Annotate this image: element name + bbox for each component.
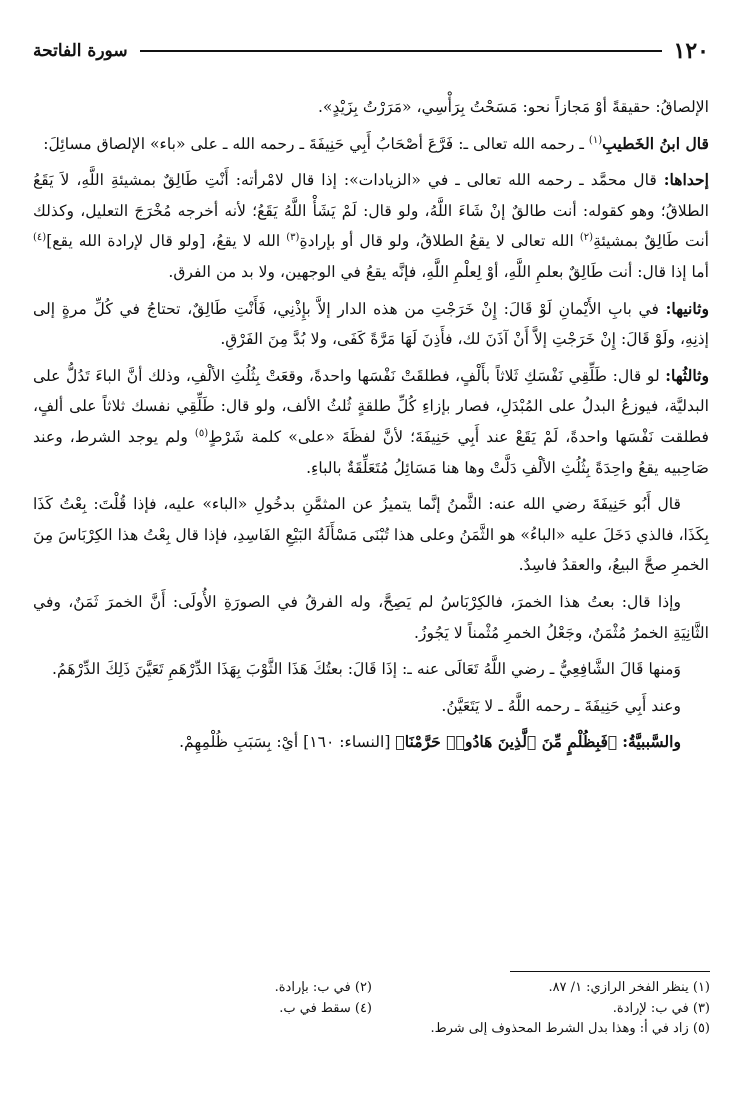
paragraph xyxy=(33,165,709,287)
footnote-ref: (٢) xyxy=(579,232,594,244)
paragraph xyxy=(33,92,709,123)
paragraph-head: والسَّببيَّةُ: xyxy=(622,732,681,752)
main-text xyxy=(33,92,709,764)
paragraph-text: قال أَبُو حَنِيفَةَ رضي الله عنه: الثَّمنُ إنَّما يتميزُ عن المثمَّنِ بدخُولِ «الباء» عليه، فإذا قُلْتَ: بِعْتُ كَذَا بِكَذَا، فالذي دَخَلَ عليه «الباءُ» هو الثَّمَنُ وعلى هذا تُبْنَى مَسْأَلَةُ البَيْعِ الفَاسِدِ، فإذا قال بِعْتُ هذا الكِرْبَاسَ مِنَ الخمرِ صحَّ البيعُ، والعقدُ فاسِدٌ. xyxy=(33,495,709,575)
footnote-ref: (٣) xyxy=(286,232,300,244)
paragraph xyxy=(33,654,709,685)
header-rule xyxy=(140,50,662,52)
paragraph-text: قال محمَّد ـ رحمه الله تعالى ـ في «الزيادات»: إذا قال لامْرأته: أَنْتِ طَالِقٌ بمشيئةِ اللَّهِ، لاَ يَقَعُ الطلاقُ؛ وهو كقوله: أنت طالقٌ إنْ شَاءَ اللَّهُ، ولو قال: لَمْ يَشَأْ اللَّهُ يَقَعُ؛ لأنه أخرجه مُخْرَجَ التعليل، وكذلك أنت طَالِقٌ بمشيئةِ xyxy=(33,171,710,251)
paragraph-text: وعند أَبِي حَنِيفَةَ ـ رحمه اللَّهُ ـ لا يَتَعَيَّنُ. xyxy=(441,696,681,715)
footnote-row xyxy=(34,978,710,999)
paragraph-text: الله لا يقعُ، [ولو قال لإرادة الله يقع] xyxy=(46,232,287,251)
paragraph-text: الله تعالى لا يقعُ الطلاقُ، ولو قال أو بإرادةِ xyxy=(299,232,580,251)
quran-verse: ﴿فَبِظُلْمٍ مِّنَ ٱلَّذِينَ هَادُوا۟ حَرَّمْنَا﴾ xyxy=(395,732,618,752)
paragraph-text: ـ رحمه الله تعالى ـ: فَرَّعَ أصْحَابُ أَبِي حَنِيفَةَ ـ رحمه الله ـ على «باء» الإلصاق مسائِلَ: xyxy=(43,134,589,153)
footnote-ref: (١) xyxy=(588,134,603,146)
paragraph-text: لو قال: طَلِّقِي نَفْسَكِ ثَلاثاً بأَلْفٍ، فطلقَتْ نَفْسَها واحدةً، وقعَتْ بِثُلُثِ الألْفِ، وذلك أنَّ الباءَ تَدُلُّ على البدليَّة، فيوزعُ البدلُ على المُبْدَلِ، فصار بإزاءِ كُلِّ طلقةٍ ثُلثُ الألف، ولو قال: طَلِّقِي نفسك ثلاثاً على ألفٍ، فطلقت نَفْسَها واحدةً، لَمْ يَقَعْ عند أَبِي حَنِيفَةَ؛ لأنَّ لفظَةَ «على» كلمة شَرْطٍ xyxy=(33,366,709,446)
footnotes xyxy=(34,978,710,1040)
footnote: (٢) في ب: بإرادة. xyxy=(274,980,372,995)
paragraph xyxy=(33,489,709,581)
footnote-ref: (٥) xyxy=(194,427,209,439)
surah-title: سورة الفاتحة xyxy=(33,41,128,61)
paragraph-text: ولم يوجد الشرط، وعند صَاحِبيه يقعُ واحِدَةً بِثُلُثِ الألْفِ دَلَّتْ وها هنا مَسَائِلُ مُتَعَلِّقَةٌ بالباءِ. xyxy=(33,427,709,477)
footnote: (٤) سقط في ب. xyxy=(279,1000,372,1016)
paragraph-text: الإلصاقُ: حقيقةً أوْ مَجازاً نحو: مَسَحْتُ بِرَأْسِي، «مَرَرْتُ بِزَيْدٍ». xyxy=(317,98,709,116)
paragraph xyxy=(33,691,709,722)
paragraph-head: قال ابنُ الخَطيبِ xyxy=(602,133,709,153)
footnote: (٥) زاد في أ: وهذا بدل الشرط المحذوف إلى شرط. xyxy=(430,1021,710,1037)
footnote xyxy=(34,1019,372,1040)
paragraph-text: [النساء: ١٦٠] أيْ: بِسَبَبِ ظُلْمِهِمْ. xyxy=(179,733,396,752)
page-number: ١٢٠ xyxy=(673,38,709,64)
footnote-ref: (٤) xyxy=(33,232,47,244)
page-header xyxy=(33,36,709,66)
footnote-row xyxy=(34,1019,710,1040)
paragraph-text: أما إذا قال: أنت طَالِقٌ بعلمِ اللَّهِ، أوْ لِعلْمِ اللَّهِ، فإنَّه يقعُ في الوجهين، ولا بد من الفرق. xyxy=(168,262,709,281)
paragraph xyxy=(33,587,709,648)
paragraph-text: وإذا قال: بعتُ هذا الخمرَ، فالكِرْبَاسُ لم يَصِحَّ، وله الفرقُ في الصورَةِ الأُولَى: أَنَّ الخمرَ ثَمَنٌ، وفي الثَّانِيَةِ الخمرُ مُثْمَنٌ، وجَعْلُ الخمرِ مُثْمناً لا يَجُوزُ. xyxy=(33,592,709,642)
paragraph-head: إحداها: xyxy=(663,170,709,190)
paragraph-head: وثانيها: xyxy=(665,298,709,318)
paragraph xyxy=(33,294,709,355)
paragraph-text: في بابِ الأَيْمانِ لَوْ قَالَ: إِنْ خَرَجْتِ من هذه الدار إلاَّ بإِذْنِي، فَأَنْتِ طَالِقٌ، تحتاجُ في كُلِّ مرةٍ إلى إذنِهِ، ولَوْ قَالَ: إِنْ خَرَجْتِ إلاَّ أَنْ آذَنَ لك، فأَذِنَ لَهَا مَرَّةً كَفَى، ولا بُدَّ مِنَ الفَرْقِ. xyxy=(33,299,709,349)
paragraph xyxy=(33,361,709,483)
footnote-row xyxy=(34,999,710,1020)
paragraph-head: وثالثُها: xyxy=(665,365,709,385)
paragraph-text: وَمنها قَالَ الشَّافِعِيُّ ـ رضي اللَّهُ تَعَالَى عنه ـ: إذَا قَالَ: بعتُكَ هَذَا الثَّوْبَ بِهَذَا الدِّرْهَمِ تَعَيَّنَ ذَلِكَ الدِّرْهَمُ. xyxy=(52,660,681,679)
paragraph xyxy=(33,727,709,758)
footnote: (٣) في ب: لإرادة. xyxy=(612,1000,710,1016)
footnote: (١) ينظر الفخر الرازي: ١/ ٨٧. xyxy=(548,980,710,995)
footnote-separator xyxy=(510,971,710,972)
paragraph xyxy=(33,129,709,160)
